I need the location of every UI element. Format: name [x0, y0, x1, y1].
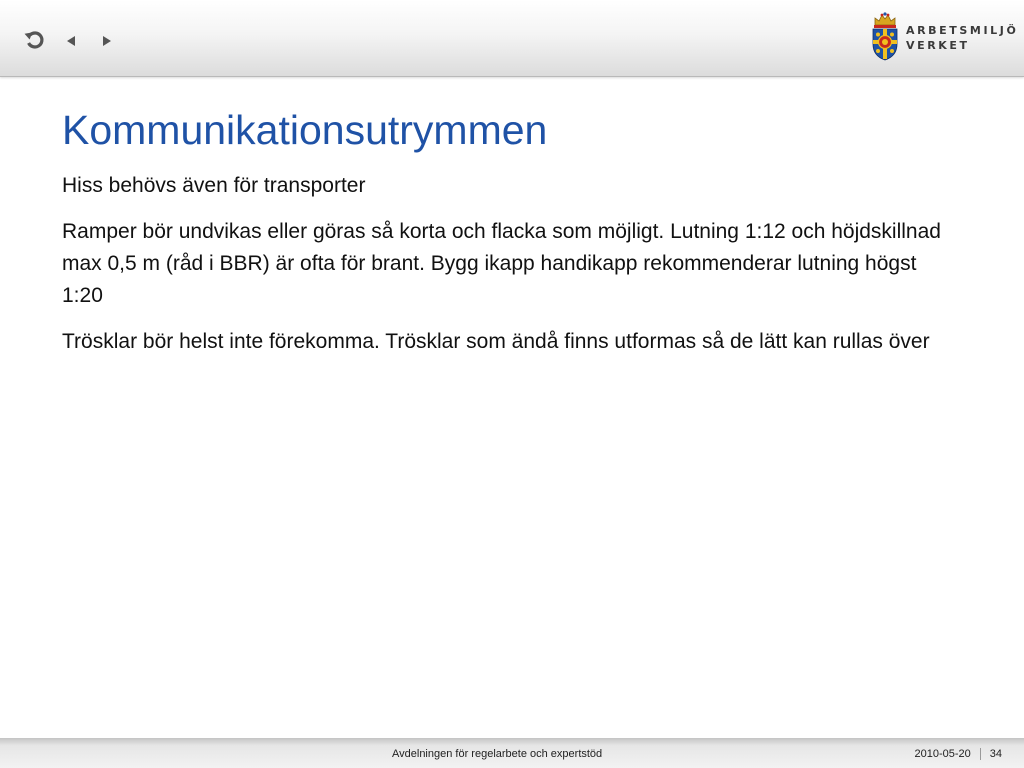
arbetsmiljoverket-logo [870, 12, 1018, 64]
body-paragraph-ramps: Ramper bör undvikas eller göras så korta och flacka som möjligt. Lutning 1:12 och höjdskillnad max 0,5 m (råd i BBR) är ofta för brant. Bygg ikapp handikapp rekommenderar lutning högst 1:20 [62, 220, 941, 307]
logo-line-2: VERKET [906, 39, 970, 52]
body-paragraph-elevator: Hiss behövs även för transporter [62, 174, 366, 197]
logo-line-1: ARBETSMILJÖ [906, 24, 1019, 37]
logo-wordmark [906, 23, 1018, 53]
footer-department: Avdelningen för regelarbete och expertstöd [392, 748, 603, 760]
slide-footer [0, 738, 1024, 768]
slide-body [62, 170, 962, 372]
slide-navigation [22, 28, 120, 54]
coat-of-arms-icon [870, 11, 900, 66]
previous-slide-button[interactable] [58, 28, 84, 54]
triangle-left-icon [64, 34, 78, 48]
body-paragraph-thresholds: Trösklar bör helst inte förekomma. Trösklar som ändå finns utformas så de lätt kan rullas över [62, 330, 930, 353]
footer-page-number: 34 [989, 748, 1002, 760]
slide-title: Kommunikationsutrymmen [62, 107, 548, 153]
replay-button[interactable] [22, 28, 48, 54]
footer-divider [980, 748, 981, 760]
replay-icon [24, 30, 46, 52]
footer-meta [914, 748, 1002, 760]
triangle-right-icon [100, 34, 114, 48]
footer-date: 2010-05-20 [914, 748, 971, 760]
next-slide-button[interactable] [94, 28, 120, 54]
slide-header [0, 0, 1024, 77]
